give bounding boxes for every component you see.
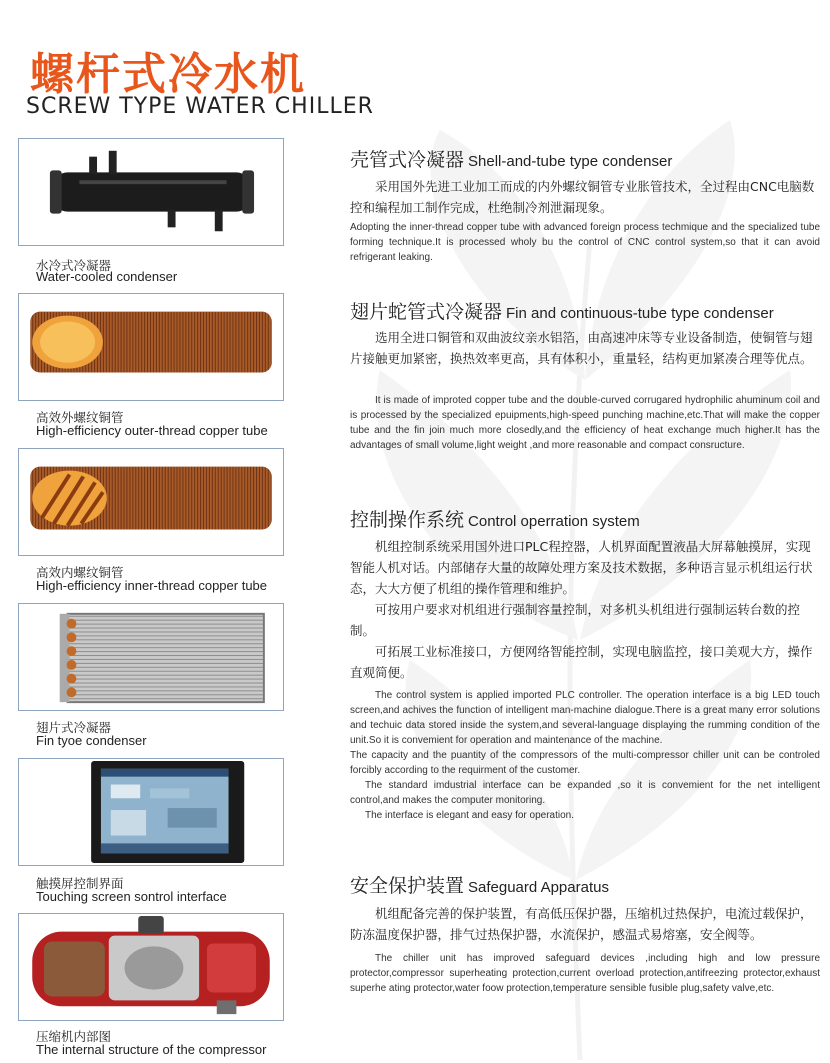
caption-outer-thread-tube-cn: 高效外螺纹铜管 <box>36 410 124 425</box>
page-subtitle: SCREW TYPE WATER CHILLER <box>26 94 374 119</box>
water-cooled-condenser-image <box>18 138 284 246</box>
touch-screen-image <box>18 758 284 866</box>
section-fin-tube-body-en: It is made of improted copper tube and the double-curved corrugared hydrophilic ahuminum coil and is processed by the specialized epuipments,high-speed punching machine,etc.That will make the copper tube and the fin join much more closedly,and the efficiency of heat exchange much higher.It has the advantages of small volume,light weight ,and more reasonable and compact consructure. <box>350 395 820 451</box>
caption-compressor-en: The internal structure of the compressor <box>36 1042 267 1057</box>
section-control-body-cn: 机组控制系统采用国外进口PLC程控器，人机界面配置液晶大屏幕触摸屏，实现智能人机对话。内部储存大量的故障处理方案及技术数据，多种语言显示机组运行状态，大大方便了机组的操作管理和维护。 可按用户要求对机组进行强制容量控制，对多机头机组进行强制运转台数的控制。 可拓展工业标准接口，方便网络智能控制，实现电脑监控，接口美观大方，操作直观简便。 <box>350 539 813 680</box>
outer-thread-copper-tube-image <box>18 293 284 401</box>
caption-compressor-cn: 压缩机内部图 <box>36 1029 112 1044</box>
section-shell-tube-body-cn: 采用国外先进工业加工而成的内外螺纹铜管专业胀管技术，全过程由CNC电脑数控和编程加工制作完成，杜绝制冷剂泄漏现象。 <box>350 179 815 215</box>
section-fin-tube-body-cn: 选用全进口铜管和双曲波纹亲水铝箔，由高速冲床等专业设备制造，使铜管与翅片接触更加紧密，换热效率更高，具有体积小，重量轻，结构更加紧凑合理等优点。 <box>350 330 813 366</box>
caption-fin-condenser-en: Fin tyoe condenser <box>36 733 147 748</box>
section-title-shell-tube: 壳管式冷凝器 Shell-and-tube type condenser <box>350 149 673 171</box>
caption-touch-screen-cn: 触摸屏控制界面 <box>36 876 124 891</box>
section-safeguard-body-en: The chiller unit has improved safeguard devices ,including high and low pressure protector,compressor superheating protection,current overload protection,antifreezing protector,exhaust superhe ating protector,water foow protection,temperature sensible fusible plug,safety valve,etc. <box>350 953 820 994</box>
caption-touch-screen-en: Touching screen sontrol interface <box>36 889 227 904</box>
caption-inner-thread-tube-cn: 高效内螺纹铜管 <box>36 565 124 580</box>
caption-outer-thread-tube-en: High-efficiency outer-thread copper tube <box>36 423 268 438</box>
caption-fin-condenser-cn: 翅片式冷凝器 <box>36 720 112 735</box>
section-title-fin-tube: 翅片蛇管式冷凝器 Fin and continuous-tube type condenser <box>350 301 774 323</box>
section-title-safeguard: 安全保护装置 Safeguard Apparatus <box>350 875 609 897</box>
caption-water-cooled-condenser-en: Water-cooled condenser <box>36 269 178 284</box>
section-title-control: 控制操作系统 Control operration system <box>350 509 640 531</box>
compressor-cutaway-image <box>18 913 284 1021</box>
inner-thread-copper-tube-image <box>18 448 284 556</box>
caption-water-cooled-condenser-cn: 水冷式冷凝器 <box>36 258 112 273</box>
fin-condenser-image <box>18 603 284 711</box>
page-title: 螺杆式冷水机 <box>30 49 306 100</box>
section-shell-tube-body-en: Adopting the inner-thread copper tube with advanced foreign process techmique and the specialized tube forming technique.It is processed wholy bu the control of CNC control system,so that it can avoid refrigerant leaking. <box>350 222 820 263</box>
caption-inner-thread-tube-en: High-efficiency inner-thread copper tube <box>36 578 268 593</box>
section-safeguard-body-cn: 机组配备完善的保护装置，有高低压保护器，压缩机过热保护，电流过载保护，防冻温度保护器，排气过热保护器，水流保护，感温式易熔塞，安全阀等。 <box>350 906 813 942</box>
section-control-body-en: The control system is applied imported PLC controller. The operation interface is a big LED touch screen,and achives the function of intelligent man-machine dialogue.There is a great many error solutions and techuic data stored inside the system,and several-language displaying the rumming condition of the unit.So it is convemient for operation and maintenance of the machine. The capacity and the puantity of the compressors of the multi-compressor chiller unit can be controled forcibly according to the requirment of the customer. The standard imdustrial interface can be expanded ,so it is convemient for the net intelligent control,and makes the computer monitoring. The interface is elegant and easy for operation. <box>350 690 820 821</box>
